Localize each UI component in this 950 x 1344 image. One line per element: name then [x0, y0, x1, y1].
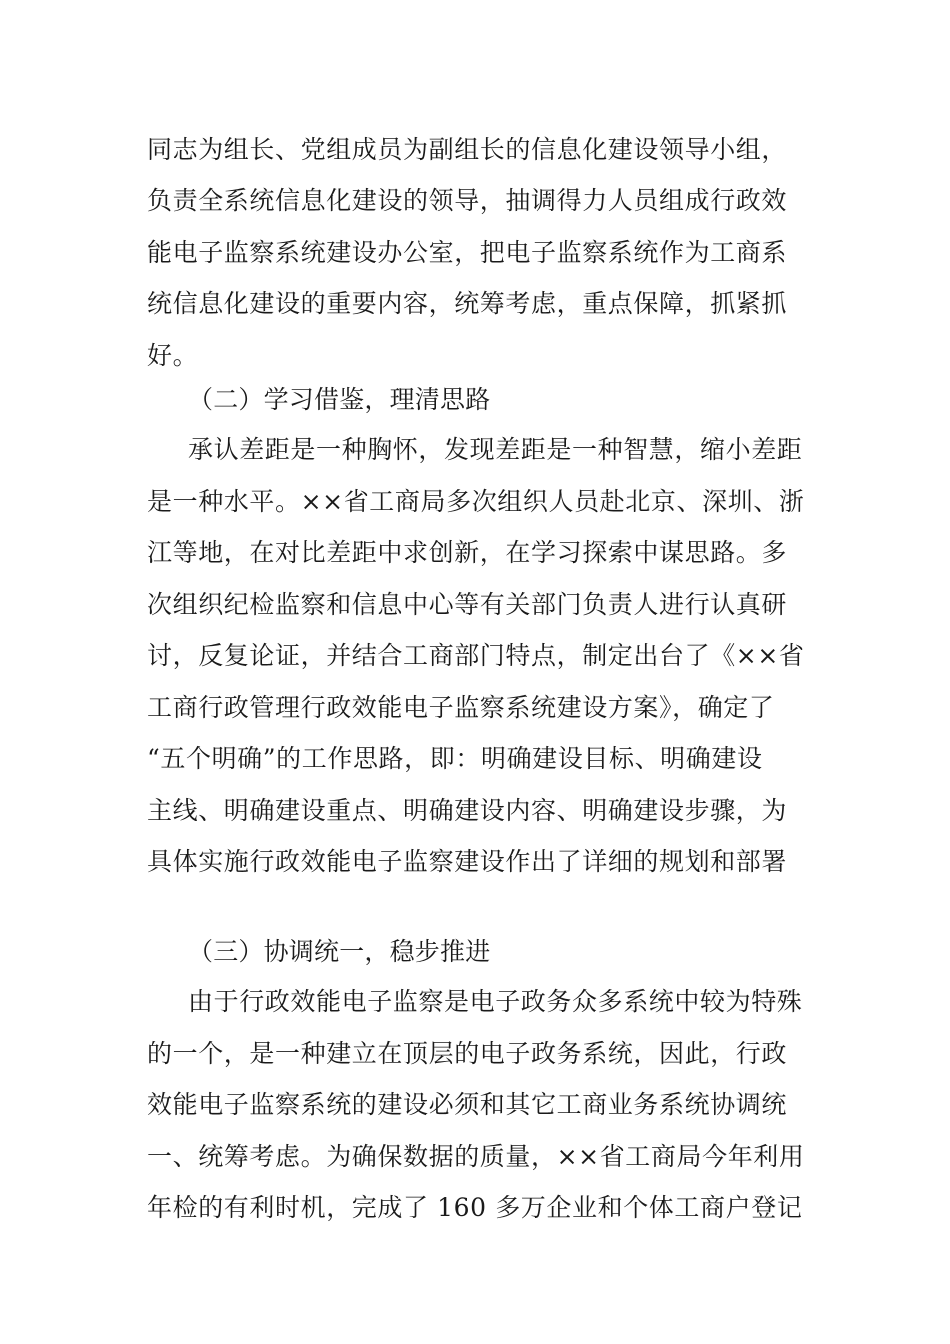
- paragraph-1-line-2: 负责全系统信息化建设的领导，抽调得力人员组成行政效: [147, 186, 788, 215]
- paragraph-2-line-8: 主线、明确建设重点、明确建设内容、明确建设步骤，为: [147, 796, 788, 825]
- paragraph-1-line-1: 同志为组长、党组成员为副组长的信息化建设领导小组，: [147, 135, 788, 164]
- paragraph-2-line-3: 江等地，在对比差距中求创新，在学习探索中谋思路。多: [147, 538, 788, 567]
- section-heading-3: （三）协调统一，稳步推进: [188, 937, 491, 966]
- paragraph-1-line-4: 统信息化建设的重要内容，统筹考虑，重点保障，抓紧抓: [147, 289, 788, 318]
- paragraph-1-line-3: 能电子监察系统建设办公室，把电子监察系统作为工商系: [147, 238, 788, 267]
- paragraph-2-line-5: 讨，反复论证，并结合工商部门特点，制定出台了《××省: [147, 641, 805, 670]
- paragraph-2-line-1: 承认差距是一种胸怀，发现差距是一种智慧，缩小差距: [188, 435, 803, 464]
- paragraph-1-line-5: 好。: [147, 341, 199, 370]
- paragraph-2-line-2: 是一种水平。××省工商局多次组织人员赴北京、深圳、浙: [147, 487, 805, 516]
- paragraph-3-line-4: 一、统筹考虑。为确保数据的质量，××省工商局今年利用: [147, 1142, 805, 1171]
- paragraph-2-line-7: “五个明确”的工作思路，即：明确建设目标、明确建设: [147, 744, 763, 773]
- paragraph-2-line-9: 具体实施行政效能电子监察建设作出了详细的规划和部署: [147, 847, 788, 876]
- paragraph-3-line-1: 由于行政效能电子监察是电子政务众多系统中较为特殊: [188, 987, 803, 1016]
- paragraph-3-line-5: 年检的有利时机，完成了 160 多万企业和个体工商户登记: [147, 1193, 803, 1222]
- paragraph-2-line-4: 次组织纪检监察和信息中心等有关部门负责人进行认真研: [147, 590, 788, 619]
- paragraph-2-line-6: 工商行政管理行政效能电子监察系统建设方案》，确定了: [147, 693, 775, 722]
- paragraph-3-line-3: 效能电子监察系统的建设必须和其它工商业务系统协调统: [147, 1090, 788, 1119]
- section-heading-2: （二）学习借鉴，理清思路: [188, 385, 491, 414]
- paragraph-3-line-2: 的一个，是一种建立在顶层的电子政务系统，因此，行政: [147, 1039, 788, 1068]
